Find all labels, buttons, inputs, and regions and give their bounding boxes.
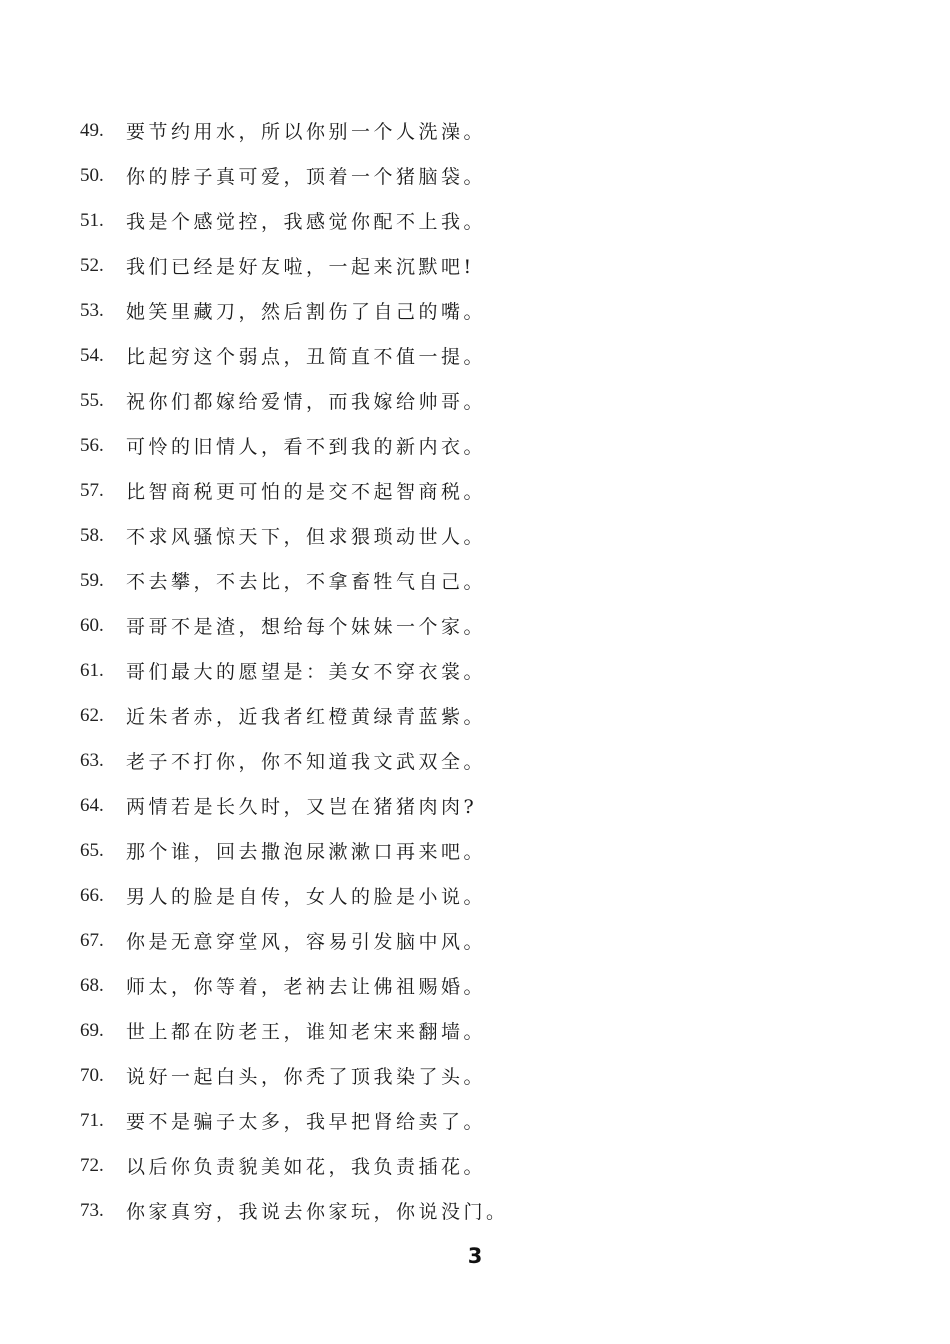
page-number: 3 [467,1244,483,1268]
item-number: 51. [80,209,104,231]
list-item [80,153,900,198]
item-number: 62. [80,704,104,726]
item-number: 72. [80,1154,104,1176]
list-item [80,243,900,288]
item-number: 56. [80,434,104,456]
item-number: 53. [80,299,104,321]
item-number: 58. [80,524,104,546]
item-text: 要节约用水，所以你别一个人洗澡。 [126,121,487,143]
list-item [80,288,900,333]
list-item [80,198,900,243]
item-number: 67. [80,929,104,951]
list-item [80,693,900,738]
list-item [80,1008,900,1053]
list-item [80,1053,900,1098]
item-text: 不求风骚惊天下，但求猥琐动世人。 [126,526,487,548]
item-text: 哥们最大的愿望是：美女不穿衣裳。 [126,661,487,683]
list-item [80,513,900,558]
item-number: 69. [80,1019,104,1041]
list-item [80,873,900,918]
list-item [80,468,900,513]
list-item [80,738,900,783]
joke-list [80,108,900,1233]
item-text: 男人的脸是自传，女人的脸是小说。 [126,886,487,908]
list-item [80,783,900,828]
item-text: 我是个感觉控，我感觉你配不上我。 [126,211,487,233]
item-number: 66. [80,884,104,906]
item-number: 68. [80,974,104,996]
item-number: 59. [80,569,104,591]
item-text: 近朱者赤，近我者红橙黄绿青蓝紫。 [126,706,487,728]
list-item [80,1188,900,1233]
list-item [80,603,900,648]
list-item [80,918,900,963]
item-text: 比智商税更可怕的是交不起智商税。 [126,481,487,503]
item-text: 两情若是长久时，又岂在猪猪肉肉? [126,796,478,818]
list-item [80,378,900,423]
item-text: 哥哥不是渣，想给每个妹妹一个家。 [126,616,487,638]
item-text: 说好一起白头，你秃了顶我染了头。 [126,1066,487,1088]
item-text: 比起穷这个弱点，丑简直不值一提。 [126,346,487,368]
item-number: 60. [80,614,104,636]
item-text: 老子不打你，你不知道我文武双全。 [126,751,487,773]
list-item [80,963,900,1008]
item-number: 52. [80,254,104,276]
item-text: 你家真穷，我说去你家玩，你说没门。 [126,1201,509,1223]
item-number: 55. [80,389,104,411]
item-number: 57. [80,479,104,501]
list-item [80,423,900,468]
item-text: 可怜的旧情人，看不到我的新内衣。 [126,436,487,458]
item-text: 世上都在防老王，谁知老宋来翻墙。 [126,1021,487,1043]
list-item [80,108,900,153]
item-number: 71. [80,1109,104,1131]
item-number: 61. [80,659,104,681]
item-number: 50. [80,164,104,186]
item-number: 63. [80,749,104,771]
item-text: 要不是骗子太多，我早把肾给卖了。 [126,1111,487,1133]
item-text: 祝你们都嫁给爱情，而我嫁给帅哥。 [126,391,487,413]
list-item [80,333,900,378]
item-text: 你是无意穿堂风，容易引发脑中风。 [126,931,487,953]
item-text: 那个谁，回去撒泡尿漱漱口再来吧。 [126,841,487,863]
item-number: 70. [80,1064,104,1086]
item-text: 师太，你等着，老衲去让佛祖赐婚。 [126,976,487,998]
list-item [80,558,900,603]
list-item [80,648,900,693]
item-text: 我们已经是好友啦，一起来沉默吧! [126,256,475,278]
list-item [80,1143,900,1188]
list-item [80,828,900,873]
list-item [80,1098,900,1143]
item-text: 你的脖子真可爱，顶着一个猪脑袋。 [126,166,487,188]
item-number: 64. [80,794,104,816]
item-number: 54. [80,344,104,366]
item-text: 她笑里藏刀，然后割伤了自己的嘴。 [126,301,487,323]
item-number: 65. [80,839,104,861]
item-text: 以后你负责貌美如花，我负责插花。 [126,1156,487,1178]
item-number: 73. [80,1199,104,1221]
item-text: 不去攀，不去比，不拿畜牲气自己。 [126,571,487,593]
item-number: 49. [80,119,104,141]
